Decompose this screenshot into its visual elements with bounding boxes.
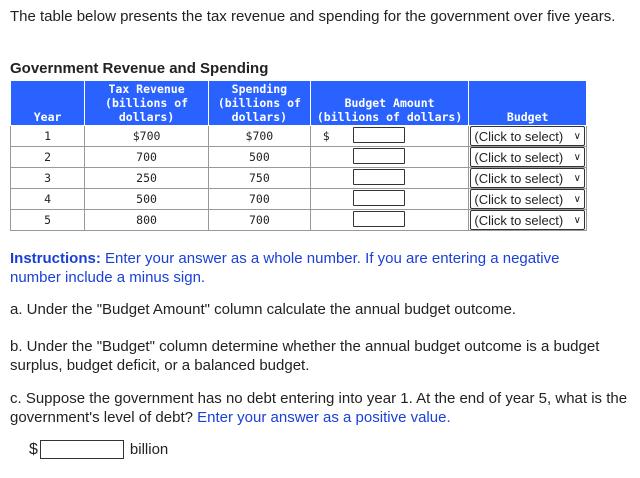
cell-budget <box>469 210 587 231</box>
table-row <box>11 126 587 147</box>
cell-year: 1 <box>11 126 85 147</box>
chevron-down-icon: ∨ <box>573 172 581 184</box>
budget-amount-input[interactable] <box>353 169 405 185</box>
budget-select[interactable] <box>470 210 585 230</box>
chevron-down-icon: ∨ <box>573 130 581 142</box>
table-row <box>11 189 587 210</box>
budget-amount-input[interactable] <box>353 190 405 206</box>
cell-budget <box>469 168 587 189</box>
cell-spending: 750 <box>208 168 310 189</box>
cell-year: 3 <box>11 168 85 189</box>
budget-select[interactable] <box>470 126 585 146</box>
question-c <box>10 389 630 427</box>
table-title: Government Revenue and Spending <box>10 60 269 77</box>
cell-year: 2 <box>11 147 85 168</box>
question-c-text: c. Suppose the government has no debt entering into year 1. At the end of year 5, what is the government's level of debt? <box>10 390 628 426</box>
table-header-row <box>11 81 587 126</box>
cell-budget <box>469 147 587 168</box>
budget-amount-currency: $ <box>322 129 330 143</box>
cell-tax-revenue: $700 <box>85 126 209 147</box>
cell-spending: $700 <box>208 126 310 147</box>
answer-unit: billion <box>129 441 169 458</box>
budget-select-value: (Click to select) <box>474 212 564 228</box>
header-tax-revenue: Tax Revenue (billions of dollars) <box>85 81 209 126</box>
cell-budget <box>469 126 587 147</box>
cell-budget-amount <box>310 189 469 210</box>
question-c-note: Enter your answer as a positive value. <box>192 409 451 426</box>
cell-spending: 500 <box>208 147 310 168</box>
budget-select-value: (Click to select) <box>474 128 564 144</box>
table-row <box>11 210 587 231</box>
cell-budget-amount <box>310 126 469 147</box>
budget-select-value: (Click to select) <box>474 170 564 186</box>
intro-text: The table below presents the tax revenue and spending for the government over five years. <box>10 8 616 25</box>
debt-input[interactable] <box>40 440 124 459</box>
table-row <box>11 168 587 189</box>
cell-tax-revenue: 700 <box>85 147 209 168</box>
table-row <box>11 147 587 168</box>
cell-budget <box>469 189 587 210</box>
question-a: a. Under the "Budget Amount" column calculate the annual budget outcome. <box>10 301 516 318</box>
instructions-text: Enter your answer as a whole number. If you are entering a negative number include a minus sign. <box>10 250 560 286</box>
budget-select[interactable] <box>470 189 585 209</box>
cell-tax-revenue: 250 <box>85 168 209 189</box>
budget-select-value: (Click to select) <box>474 149 564 165</box>
debt-answer <box>29 440 168 459</box>
cell-tax-revenue: 800 <box>85 210 209 231</box>
cell-spending: 700 <box>208 189 310 210</box>
revenue-spending-table <box>10 80 587 231</box>
budget-select[interactable] <box>470 147 585 167</box>
budget-select-value: (Click to select) <box>474 191 564 207</box>
budget-select[interactable] <box>470 168 585 188</box>
chevron-down-icon: ∨ <box>573 214 581 226</box>
budget-amount-input[interactable] <box>353 127 405 143</box>
cell-budget-amount <box>310 168 469 189</box>
chevron-down-icon: ∨ <box>573 193 581 205</box>
chevron-down-icon: ∨ <box>573 151 581 163</box>
header-spending: Spending (billions of dollars) <box>208 81 310 126</box>
instructions <box>10 249 610 287</box>
budget-amount-input[interactable] <box>353 148 405 164</box>
budget-amount-input[interactable] <box>353 211 405 227</box>
instructions-label: Instructions: <box>10 250 101 267</box>
answer-currency: $ <box>29 440 38 458</box>
header-budget-amount: Budget Amount (billions of dollars) <box>310 81 469 126</box>
header-year: Year <box>11 81 85 126</box>
cell-budget-amount <box>310 210 469 231</box>
cell-tax-revenue: 500 <box>85 189 209 210</box>
cell-year: 4 <box>11 189 85 210</box>
cell-year: 5 <box>11 210 85 231</box>
header-budget: Budget <box>469 81 587 126</box>
cell-spending: 700 <box>208 210 310 231</box>
cell-budget-amount <box>310 147 469 168</box>
question-b: b. Under the "Budget" column determine whether the annual budget outcome is a budget surplus, budget deficit, or a balanced budget. <box>10 338 600 374</box>
